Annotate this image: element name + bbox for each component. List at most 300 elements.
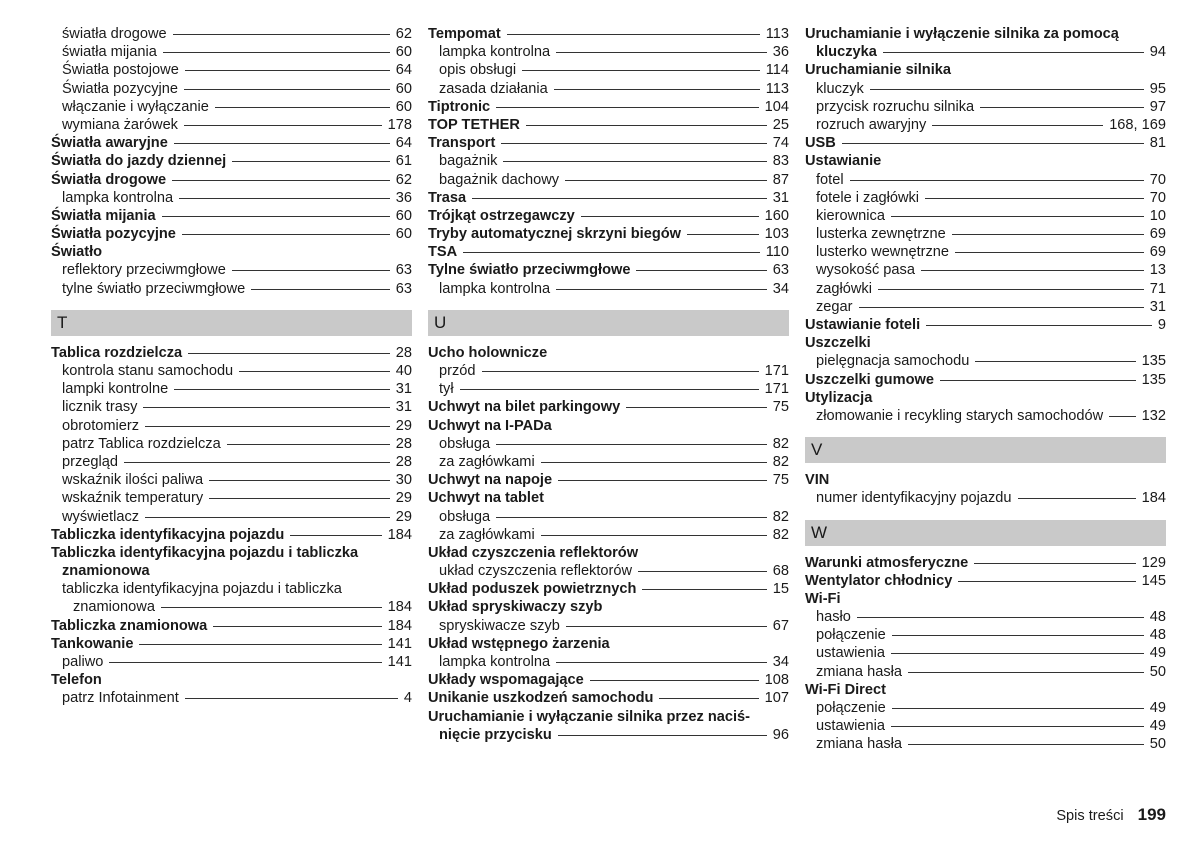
index-entry <box>805 134 1166 152</box>
page-ref: 60 <box>395 44 412 61</box>
leader-line <box>541 462 767 463</box>
letter-header-u: U <box>428 310 789 336</box>
page-ref: 63 <box>772 262 789 279</box>
entry-text: TOP TETHER <box>428 116 520 133</box>
entry-text: Układy wspomagające <box>428 672 584 689</box>
page-ref: 48 <box>1149 627 1166 644</box>
index-entry <box>428 225 789 243</box>
index-entry <box>51 617 412 635</box>
entry-text: Światła pozycyjne <box>51 226 176 243</box>
index-entry <box>51 280 412 298</box>
page-ref: 36 <box>395 189 412 206</box>
entry-text-line2: znamionowa <box>73 599 155 616</box>
index-entry <box>51 80 412 98</box>
leader-line <box>227 444 390 445</box>
page-ref: 50 <box>1149 663 1166 680</box>
page-ref: 75 <box>772 472 789 489</box>
entry-text: Uszczelki <box>805 335 871 352</box>
leader-line <box>188 353 390 354</box>
page-ref: 48 <box>1149 609 1166 626</box>
index-entry <box>805 572 1166 590</box>
index-entry <box>428 453 789 471</box>
entry-text: wysokość pasa <box>816 262 915 279</box>
entry-text: patrz Infotainment <box>62 690 179 707</box>
entry-text: Wi-Fi <box>805 590 841 607</box>
entry-text: Ustawianie <box>805 153 882 170</box>
index-entry <box>805 735 1166 753</box>
index-entry <box>428 653 789 671</box>
leader-line <box>955 252 1144 253</box>
index-entry <box>805 681 1166 699</box>
leader-line <box>522 70 760 71</box>
entries-after <box>428 344 789 744</box>
index-entry <box>428 362 789 380</box>
entry-text: Tempomat <box>428 26 501 42</box>
entry-text: przód <box>439 363 476 379</box>
entries-before <box>51 25 412 298</box>
index-entry <box>51 189 412 207</box>
entry-text: bagażnik dachowy <box>439 171 560 188</box>
index-entry <box>805 626 1166 644</box>
entry-text: kierownica <box>816 207 885 224</box>
index-entry <box>805 334 1166 352</box>
page-ref: 31 <box>395 399 412 416</box>
entry-text: wyświetlacz <box>62 508 140 525</box>
entry-text: Światła pozycyjne <box>62 80 178 97</box>
leader-line <box>232 161 390 162</box>
page-ref: 69 <box>1149 226 1166 243</box>
leader-line <box>892 708 1144 709</box>
leader-line <box>496 517 767 518</box>
index-entry <box>51 171 412 189</box>
index-entry <box>51 25 412 43</box>
leader-line <box>173 34 390 35</box>
entry-text: VIN <box>805 472 830 489</box>
leader-line <box>162 216 390 217</box>
page-ref: 28 <box>395 453 412 470</box>
leader-line <box>501 143 766 144</box>
entry-text: zasada działania <box>439 80 548 97</box>
leader-line <box>940 380 1136 381</box>
entry-text: obsługa <box>439 508 491 525</box>
entry-text-line2: znamionowa <box>62 563 150 580</box>
entry-text-line1: Tabliczka identyfikacyjna pojazdu i tabliczka <box>51 544 359 561</box>
entry-text: wskaźnik ilości paliwa <box>62 472 204 489</box>
index-entry <box>428 508 789 526</box>
entry-text: rozruch awaryjny <box>816 116 927 133</box>
index-entry <box>428 243 789 261</box>
index-entry <box>428 598 789 616</box>
entry-text: Układ spryskiwaczy szyb <box>428 599 603 616</box>
leader-line <box>565 180 767 181</box>
leader-line <box>172 180 390 181</box>
entry-text: kontrola stanu samochodu <box>62 363 234 379</box>
entry-text: lampki kontrolne <box>62 381 169 398</box>
entry-text: lampka kontrolna <box>439 280 551 297</box>
index-entry <box>51 243 412 261</box>
page-ref: 15 <box>772 581 789 598</box>
leader-line <box>558 735 767 736</box>
entry-text: obsługa <box>439 435 491 452</box>
leader-line <box>952 234 1144 235</box>
page-ref: 64 <box>395 135 412 152</box>
leader-line <box>496 107 758 108</box>
leader-line <box>179 198 390 199</box>
page-ref: 34 <box>772 280 789 297</box>
page-ref: 168, 169 <box>1109 116 1166 133</box>
entry-text: Uchwyt na I-PADa <box>428 417 552 434</box>
index-entry <box>51 43 412 61</box>
leader-line <box>842 143 1144 144</box>
index-entry <box>51 435 412 453</box>
leader-line <box>850 180 1144 181</box>
page-ref: 28 <box>395 435 412 452</box>
page-ref: 62 <box>395 171 412 188</box>
page-ref: 107 <box>764 690 789 707</box>
index-entry <box>805 25 1166 61</box>
entry-text: lampka kontrolna <box>62 189 174 206</box>
entry-text: numer identyfikacyjny pojazdu <box>816 490 1012 507</box>
index-entry <box>805 316 1166 334</box>
leader-line <box>566 626 767 627</box>
index-entry <box>428 398 789 416</box>
entry-text: Światła drogowe <box>51 171 167 188</box>
entry-text: zagłówki <box>816 280 872 297</box>
page-ref: 171 <box>764 381 789 398</box>
leader-line <box>185 698 398 699</box>
entry-text: Ustawianie foteli <box>805 317 921 334</box>
page-ref: 82 <box>772 526 789 543</box>
entry-text: Tabliczka identyfikacyjna pojazdu <box>51 526 285 543</box>
entry-text: reflektory przeciwmgłowe <box>62 262 226 279</box>
entry-text: połączenie <box>816 627 886 644</box>
entry-text: patrz Tablica rozdzielcza <box>62 435 221 452</box>
page-ref: 13 <box>1149 262 1166 279</box>
entry-text: Wentylator chłodnicy <box>805 572 953 589</box>
index-entry <box>428 471 789 489</box>
leader-line <box>163 52 390 53</box>
page-ref: 30 <box>395 472 412 489</box>
index-entry <box>805 489 1166 507</box>
leader-line <box>958 581 1135 582</box>
page-ref: 63 <box>395 280 412 297</box>
index-entry <box>51 417 412 435</box>
index-entry <box>51 689 412 707</box>
index-entry <box>805 61 1166 79</box>
entries-after <box>51 344 412 708</box>
index-entry <box>51 671 412 689</box>
entry-text: Tiptronic <box>428 98 491 115</box>
leader-line <box>636 270 766 271</box>
entry-text: spryskiwacze szyb <box>439 617 560 634</box>
index-entry <box>805 371 1166 389</box>
leader-line <box>556 662 767 663</box>
entry-text: Światła do jazdy dziennej <box>51 153 227 170</box>
index-entry <box>51 261 412 279</box>
leader-line <box>213 626 381 627</box>
entry-text: wymiana żarówek <box>62 116 178 133</box>
page-ref: 60 <box>395 226 412 243</box>
index-entry <box>805 171 1166 189</box>
leader-line <box>526 125 767 126</box>
index-entry <box>805 261 1166 279</box>
leader-line <box>891 653 1144 654</box>
index-entry <box>51 380 412 398</box>
page-ref: 83 <box>772 153 789 170</box>
leader-line <box>209 480 390 481</box>
page-ref: 135 <box>1141 371 1166 388</box>
index-entry <box>428 261 789 279</box>
entry-text: Wi-Fi Direct <box>805 681 886 698</box>
page-ref: 70 <box>1149 171 1166 188</box>
entries-middle <box>805 471 1166 507</box>
leader-line <box>174 389 390 390</box>
entry-text: Układ poduszek powietrznych <box>428 581 637 598</box>
index-entry <box>428 134 789 152</box>
index-entry <box>51 134 412 152</box>
entry-text: pielęgnacja samochodu <box>816 353 970 370</box>
leader-line <box>590 680 759 681</box>
page-ref: 31 <box>772 189 789 206</box>
leader-line <box>507 34 760 35</box>
page-ref: 60 <box>395 80 412 97</box>
leader-line <box>687 234 759 235</box>
leader-line <box>472 198 767 199</box>
entry-text: światła mijania <box>62 44 157 61</box>
letter-header-v: V <box>805 437 1166 463</box>
entry-text: Uszczelki gumowe <box>805 371 934 388</box>
index-entry <box>805 699 1166 717</box>
page-ref: 108 <box>764 672 789 689</box>
leader-line <box>908 744 1144 745</box>
entry-text: lusterko wewnętrzne <box>816 244 950 261</box>
leader-line <box>926 325 1152 326</box>
entry-text: Uchwyt na tablet <box>428 490 544 507</box>
index-entry <box>428 708 789 744</box>
page-ref: 75 <box>772 399 789 416</box>
entry-text: przegląd <box>62 453 118 470</box>
page-ref: 10 <box>1149 207 1166 224</box>
index-column-3 <box>805 25 1166 754</box>
page-ref: 94 <box>1149 44 1166 61</box>
index-entry <box>805 152 1166 170</box>
entry-text: Światła awaryjne <box>51 135 168 152</box>
entry-text: TSA <box>428 244 458 261</box>
entry-text: zegar <box>816 298 853 315</box>
page-ref: 82 <box>772 508 789 525</box>
letter-header-t: T <box>51 310 412 336</box>
index-entry <box>805 663 1166 681</box>
index-entry <box>805 189 1166 207</box>
index-entry <box>805 407 1166 425</box>
page-ref: 95 <box>1149 80 1166 97</box>
entry-text: Tryby automatycznej skrzyni biegów <box>428 226 682 243</box>
index-entry <box>51 635 412 653</box>
leader-line <box>496 444 767 445</box>
page-ref: 132 <box>1141 407 1166 424</box>
index-entry <box>428 544 789 562</box>
page-number: 199 <box>1137 805 1166 824</box>
page-ref: 178 <box>387 116 412 133</box>
entry-text: za zagłówkami <box>439 526 535 543</box>
leader-line <box>980 107 1144 108</box>
page-ref: 29 <box>395 417 412 434</box>
page-ref: 113 <box>765 26 789 42</box>
entry-text: Ucho holownicze <box>428 344 548 361</box>
leader-line <box>1018 498 1136 499</box>
index-entry <box>51 225 412 243</box>
entry-text: Trasa <box>428 189 467 206</box>
index-entry <box>428 580 789 598</box>
page-ref: 63 <box>395 262 412 279</box>
index-entry <box>428 617 789 635</box>
index-entry <box>805 80 1166 98</box>
entry-text: Światła mijania <box>51 207 156 224</box>
entry-text: układ czyszczenia reflektorów <box>439 563 633 580</box>
page-ref: 81 <box>1149 135 1166 152</box>
leader-line <box>638 571 767 572</box>
leader-line <box>143 407 389 408</box>
page-ref: 141 <box>387 635 412 652</box>
entry-text: Telefon <box>51 672 102 689</box>
leader-line <box>925 198 1144 199</box>
index-entry <box>51 398 412 416</box>
entry-text: tylne światło przeciwmgłowe <box>62 280 246 297</box>
index-entry <box>428 152 789 170</box>
entry-text: ustawienia <box>816 718 885 735</box>
entry-text: tył <box>439 381 454 398</box>
entry-text: przycisk rozruchu silnika <box>816 98 975 115</box>
page-ref: 64 <box>395 62 412 79</box>
leader-line <box>145 426 390 427</box>
entry-text: Układ czyszczenia reflektorów <box>428 544 639 561</box>
entry-text: Uchwyt na napoje <box>428 472 553 489</box>
leader-line <box>145 517 390 518</box>
entry-text: lampka kontrolna <box>439 44 551 61</box>
leader-line <box>891 216 1144 217</box>
index-entry <box>428 61 789 79</box>
leader-line <box>239 371 390 372</box>
page-ref: 141 <box>387 654 412 671</box>
page-footer <box>1056 805 1166 825</box>
index-entry <box>428 189 789 207</box>
index-entry <box>428 689 789 707</box>
entry-text: licznik trasy <box>62 399 138 416</box>
entry-text: wskaźnik temperatury <box>62 490 204 507</box>
index-entry <box>51 152 412 170</box>
index-entry <box>805 225 1166 243</box>
index-entry <box>805 352 1166 370</box>
leader-line <box>290 535 381 536</box>
entry-text: Transport <box>428 135 496 152</box>
page-ref: 110 <box>765 244 789 261</box>
page-ref: 40 <box>395 363 412 379</box>
entry-text: złomowanie i recykling starych samochodów <box>816 407 1104 424</box>
index-entry <box>805 554 1166 572</box>
leader-line <box>251 289 389 290</box>
index-entry <box>805 116 1166 134</box>
page-ref: 70 <box>1149 189 1166 206</box>
letter-header-w: W <box>805 520 1166 546</box>
entry-text: Uchwyt na bilet parkingowy <box>428 399 621 416</box>
entry-text: światła drogowe <box>62 26 167 42</box>
index-entry <box>51 489 412 507</box>
index-entry <box>428 380 789 398</box>
page-ref: 82 <box>772 435 789 452</box>
index-column-2 <box>428 25 789 744</box>
page-ref: 82 <box>772 453 789 470</box>
leader-line <box>908 672 1144 673</box>
index-entry <box>51 344 412 362</box>
index-entry <box>428 116 789 134</box>
leader-line <box>554 89 760 90</box>
entry-text: obrotomierz <box>62 417 140 434</box>
index-entry <box>428 635 789 653</box>
leader-line <box>460 389 759 390</box>
page-ref: 145 <box>1141 572 1166 589</box>
entry-text: Tylne światło przeciwmgłowe <box>428 262 631 279</box>
leader-line <box>891 726 1144 727</box>
leader-line <box>185 70 390 71</box>
page-ref: 74 <box>772 135 789 152</box>
page-ref: 87 <box>772 171 789 188</box>
page-ref: 113 <box>765 80 789 97</box>
leader-line <box>232 270 390 271</box>
page-ref: 31 <box>395 381 412 398</box>
leader-line <box>161 607 382 608</box>
entry-text-line1: Uruchamianie i wyłączanie silnika przez naciś- <box>428 708 751 725</box>
entry-text: zmiana hasła <box>816 736 902 753</box>
page-ref: 31 <box>1149 298 1166 315</box>
leader-line <box>581 216 759 217</box>
index-entry <box>51 116 412 134</box>
leader-line <box>921 270 1144 271</box>
entry-text: bagażnik <box>439 153 498 170</box>
entry-text: fotele i zagłówki <box>816 189 920 206</box>
entry-text: fotel <box>816 171 844 188</box>
page-ref: 4 <box>403 690 412 707</box>
index-entry <box>428 25 789 43</box>
entry-text: Warunki atmosferyczne <box>805 554 969 571</box>
leader-line <box>482 371 759 372</box>
index-entry <box>51 653 412 671</box>
leader-line <box>892 635 1144 636</box>
leader-line <box>139 644 381 645</box>
leader-line <box>541 535 767 536</box>
page-ref: 49 <box>1149 700 1166 717</box>
entry-text: lampka kontrolna <box>439 654 551 670</box>
entry-text: Światło <box>51 244 103 261</box>
leader-line <box>659 698 758 699</box>
page-ref: 36 <box>772 44 789 61</box>
index-entry <box>805 207 1166 225</box>
entries-after <box>805 554 1166 754</box>
entry-text: Światła postojowe <box>62 62 179 79</box>
leader-line <box>857 617 1144 618</box>
index-entry <box>428 98 789 116</box>
index-entry <box>428 207 789 225</box>
entries-before <box>805 25 1166 425</box>
index-entry <box>805 644 1166 662</box>
leader-line <box>174 143 390 144</box>
leader-line <box>975 361 1135 362</box>
index-entry <box>428 435 789 453</box>
leader-line <box>626 407 767 408</box>
entry-text: Tablica rozdzielcza <box>51 344 183 361</box>
entry-text: Unikanie uszkodzeń samochodu <box>428 690 654 707</box>
page-ref: 62 <box>395 26 412 42</box>
leader-line <box>215 107 390 108</box>
